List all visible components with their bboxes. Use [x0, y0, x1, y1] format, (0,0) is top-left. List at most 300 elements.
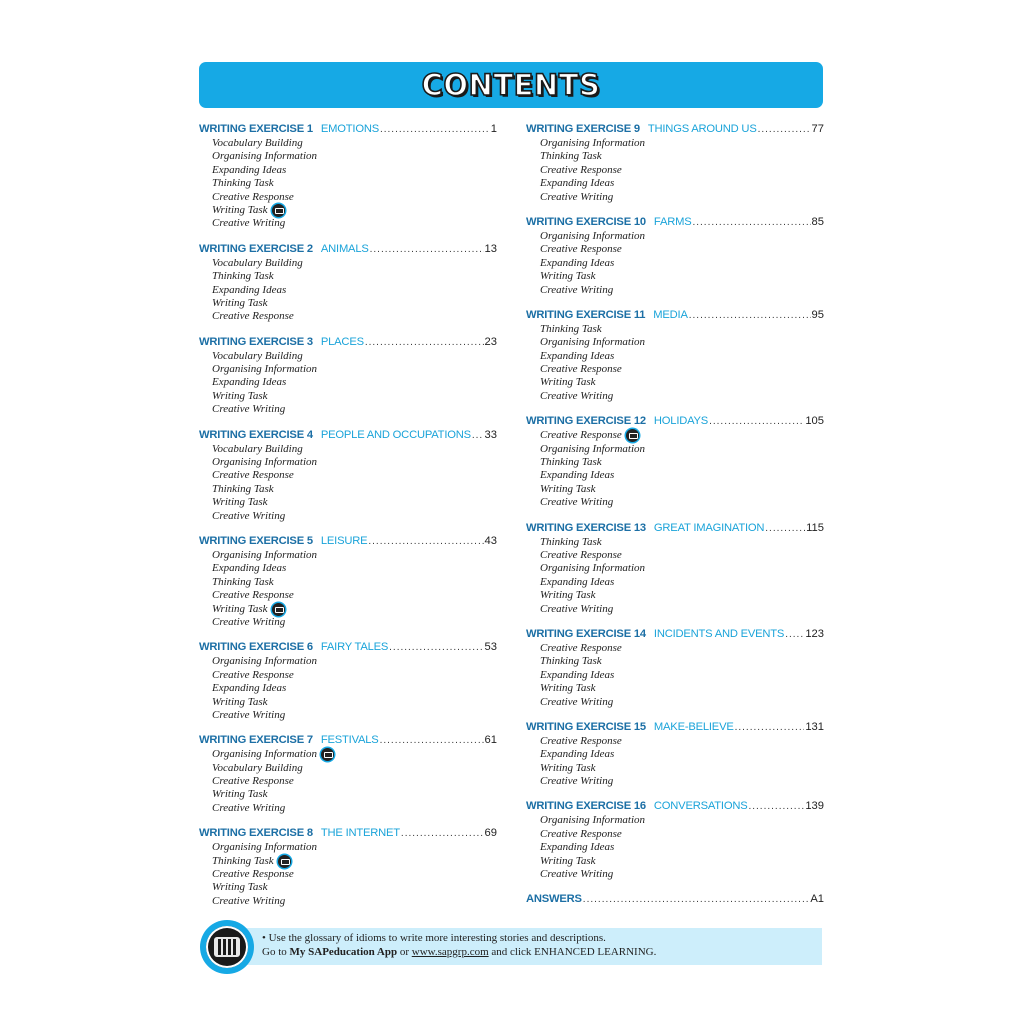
task-label: Organising Information — [540, 229, 646, 242]
task-label: Thinking Task — [540, 535, 602, 548]
exercise-topic[interactable]: PEOPLE AND OCCUPATIONS — [320, 428, 471, 441]
task-label: Organising Information — [212, 363, 318, 376]
exercise-topic[interactable]: LEISURE — [320, 534, 368, 547]
task-item — [540, 164, 824, 177]
exercise-page-number: 77 — [811, 123, 824, 135]
task-item — [540, 483, 824, 496]
task-item — [212, 496, 497, 509]
task-label: Expanding Ideas — [540, 841, 615, 854]
task-item — [212, 802, 497, 815]
task-item — [540, 589, 824, 602]
exercise-label: WRITING EXERCISE 10 — [526, 215, 646, 228]
exercise-page-number: 23 — [484, 335, 497, 348]
exercise-heading[interactable] — [526, 522, 824, 536]
exercise-heading[interactable] — [199, 641, 497, 655]
task-label: Writing Task — [212, 203, 268, 216]
task-item — [540, 642, 824, 655]
task-label: Creative Response — [540, 363, 622, 376]
leader-dots — [380, 124, 490, 135]
footer-go-to: Go to — [262, 945, 290, 958]
task-item — [212, 709, 497, 722]
exercise-label: WRITING EXERCISE 12 — [526, 415, 646, 428]
task-item — [540, 429, 824, 442]
leader-dots — [365, 337, 484, 348]
task-label: Thinking Task — [212, 482, 274, 495]
section-gap — [199, 815, 497, 827]
task-label: Creative Writing — [540, 695, 614, 708]
task-item — [540, 655, 824, 668]
task-label: Expanding Ideas — [212, 562, 287, 575]
exercise-label: WRITING EXERCISE 5 — [199, 534, 313, 547]
task-label: Creative Response — [212, 868, 294, 881]
answers-entry[interactable] — [526, 893, 824, 907]
task-item — [540, 137, 824, 150]
task-item — [540, 868, 824, 881]
exercise-heading[interactable] — [526, 800, 824, 814]
task-label: Creative Response — [540, 641, 622, 654]
task-item — [212, 257, 497, 270]
leader-dots — [472, 430, 484, 441]
exercise-label: WRITING EXERCISE 6 — [199, 641, 313, 654]
exercise-task-list — [199, 350, 497, 417]
exercise-task-list — [199, 137, 497, 231]
section-gap — [526, 616, 824, 628]
task-label: Creative Writing — [212, 403, 286, 416]
leader-dots — [368, 536, 483, 547]
task-item — [212, 895, 497, 908]
task-label: Organising Information — [212, 150, 318, 163]
task-item — [212, 616, 497, 629]
exercise-page-number: 131 — [805, 720, 824, 733]
task-item — [540, 443, 824, 456]
exercise-entry — [199, 243, 497, 324]
task-label: Thinking Task — [540, 655, 602, 668]
section-gap — [199, 231, 497, 243]
task-label: Thinking Task — [540, 150, 602, 163]
task-label: Creative Response — [540, 429, 622, 442]
section-gap — [526, 881, 824, 893]
exercise-heading[interactable] — [526, 721, 824, 735]
exercise-heading[interactable] — [199, 429, 497, 443]
leader-dots — [689, 310, 811, 321]
leader-dots — [380, 735, 484, 746]
task-label: Writing Task — [540, 376, 596, 389]
task-item — [540, 243, 824, 256]
task-label: Creative Response — [212, 589, 294, 602]
exercise-topic[interactable]: ANIMALS — [320, 242, 369, 255]
task-label: Writing Task — [540, 682, 596, 695]
task-label: Creative Response — [540, 163, 622, 176]
task-label: Creative Writing — [212, 217, 286, 230]
task-item — [540, 336, 824, 349]
exercise-entry — [526, 800, 824, 881]
enhanced-learning-icon — [272, 204, 285, 217]
task-label: Creative Writing — [212, 708, 286, 721]
exercise-label: WRITING EXERCISE 7 — [199, 734, 313, 747]
task-item — [212, 868, 497, 881]
task-label: Organising Information — [212, 655, 318, 668]
exercise-topic[interactable]: FARMS — [653, 215, 692, 228]
task-item — [212, 549, 497, 562]
task-label: Writing Task — [212, 695, 268, 708]
exercise-topic[interactable]: CONVERSATIONS — [653, 800, 748, 813]
task-item — [212, 603, 497, 616]
task-item — [540, 390, 824, 403]
exercise-entry — [526, 628, 824, 709]
exercise-label: WRITING EXERCISE 3 — [199, 335, 313, 348]
exercise-heading[interactable] — [526, 309, 824, 323]
task-label: Writing Task — [212, 389, 268, 402]
task-label: Thinking Task — [540, 322, 602, 335]
task-item — [540, 376, 824, 389]
contents-banner — [199, 62, 823, 108]
exercise-page-number: 43 — [484, 534, 497, 547]
task-item — [212, 562, 497, 575]
task-item — [540, 469, 824, 482]
task-item — [212, 403, 497, 416]
footer-line-1: • Use the glossary of idioms to write more interesting stories and descriptions. — [262, 932, 606, 944]
exercise-task-list — [199, 257, 497, 324]
answers-page-number: A1 — [810, 893, 824, 906]
exercise-page-number: 13 — [484, 242, 497, 255]
task-label: Organising Information — [540, 336, 646, 349]
footer-or: or — [397, 945, 412, 958]
exercise-label: WRITING EXERCISE 15 — [526, 720, 646, 733]
task-item — [212, 217, 497, 230]
footer-url-link[interactable]: www.sapgrp.com — [411, 945, 489, 958]
exercise-entry — [199, 827, 497, 908]
task-item — [212, 682, 497, 695]
exercise-heading[interactable] — [199, 535, 497, 549]
task-label: Creative Writing — [540, 190, 614, 203]
exercise-label: WRITING EXERCISE 11 — [526, 308, 646, 321]
task-item — [212, 775, 497, 788]
leader-dots — [785, 629, 804, 640]
task-label: Creative Writing — [540, 602, 614, 615]
task-item — [540, 855, 824, 868]
task-label: Expanding Ideas — [212, 682, 287, 695]
keyboard-icon — [214, 937, 240, 957]
exercise-page-number: 53 — [484, 641, 497, 654]
exercise-topic[interactable]: PLACES — [320, 335, 364, 348]
task-label: Organising Information — [212, 456, 318, 469]
task-item — [540, 177, 824, 190]
task-label: Expanding Ideas — [212, 163, 287, 176]
exercise-page-number: 61 — [484, 734, 497, 747]
task-label: Vocabulary Building — [212, 256, 303, 269]
task-label: Vocabulary Building — [212, 761, 303, 774]
exercise-task-list — [526, 323, 824, 403]
exercise-entry — [199, 123, 497, 231]
task-label: Organising Information — [212, 748, 318, 761]
exercise-task-list — [199, 443, 497, 523]
exercise-topic[interactable]: HOLIDAYS — [653, 415, 709, 428]
task-item — [212, 881, 497, 894]
exercise-page-number: 123 — [805, 627, 824, 640]
exercise-entry — [526, 309, 824, 403]
task-label: Creative Writing — [212, 894, 286, 907]
footer-app-name: My SAPeducation App — [289, 945, 398, 958]
exercise-entry — [199, 429, 497, 523]
task-label: Creative Writing — [540, 496, 614, 509]
app-icon-inner — [206, 926, 248, 968]
section-gap — [526, 709, 824, 721]
section-gap — [199, 324, 497, 336]
task-label: Vocabulary Building — [212, 349, 303, 362]
exercise-page-number: 105 — [805, 415, 824, 428]
task-item — [212, 788, 497, 801]
task-label: Organising Information — [540, 562, 646, 575]
leader-dots — [692, 217, 810, 228]
exercise-heading[interactable] — [526, 123, 824, 137]
exercise-task-list — [526, 814, 824, 881]
leader-dots — [401, 828, 484, 839]
section-gap — [526, 204, 824, 216]
task-item — [540, 762, 824, 775]
task-item — [540, 775, 824, 788]
task-item — [540, 257, 824, 270]
enhanced-learning-icon — [626, 429, 639, 442]
leader-dots — [765, 523, 805, 534]
task-label: Writing Task — [212, 881, 268, 894]
section-gap — [199, 523, 497, 535]
task-label: Organising Information — [540, 442, 646, 455]
exercise-task-list — [526, 137, 824, 204]
task-item — [540, 576, 824, 589]
leader-dots — [370, 244, 484, 255]
task-item — [540, 562, 824, 575]
task-label: Writing Task — [540, 589, 596, 602]
exercise-task-list — [526, 230, 824, 297]
exercise-label: WRITING EXERCISE 4 — [199, 428, 313, 441]
leader-dots — [758, 124, 811, 135]
task-item — [212, 443, 497, 456]
exercise-label: WRITING EXERCISE 8 — [199, 827, 313, 840]
task-item — [540, 456, 824, 469]
task-label: Organising Information — [540, 814, 646, 827]
exercise-heading[interactable] — [526, 216, 824, 230]
task-item — [212, 589, 497, 602]
task-item — [212, 204, 497, 217]
exercise-entry — [199, 535, 497, 629]
task-item — [212, 177, 497, 190]
answers-label: ANSWERS — [526, 893, 582, 906]
task-label: Expanding Ideas — [540, 349, 615, 362]
section-gap — [526, 788, 824, 800]
task-item — [212, 841, 497, 854]
task-item — [212, 576, 497, 589]
exercise-entry — [526, 522, 824, 616]
task-item — [212, 390, 497, 403]
task-item — [540, 828, 824, 841]
task-label: Creative Response — [540, 734, 622, 747]
exercise-heading[interactable] — [526, 628, 824, 642]
task-item — [212, 191, 497, 204]
task-label: Creative Response — [540, 827, 622, 840]
task-label: Creative Writing — [540, 283, 614, 296]
exercise-entry — [199, 641, 497, 722]
task-label: Thinking Task — [212, 575, 274, 588]
task-item — [540, 735, 824, 748]
leader-dots — [735, 722, 805, 733]
exercise-topic[interactable]: MEDIA — [653, 308, 688, 321]
exercise-topic[interactable]: EMOTIONS — [320, 123, 379, 135]
task-label: Thinking Task — [212, 854, 274, 867]
task-label: Writing Task — [540, 270, 596, 283]
task-item — [540, 323, 824, 336]
task-item — [540, 748, 824, 761]
leader-dots — [748, 801, 804, 812]
exercise-task-list — [199, 841, 497, 908]
task-label: Thinking Task — [212, 177, 274, 190]
exercise-task-list — [199, 549, 497, 629]
task-label: Organising Information — [212, 548, 318, 561]
task-item — [540, 363, 824, 376]
exercise-heading[interactable] — [199, 243, 497, 257]
task-item — [540, 549, 824, 562]
exercise-heading[interactable] — [526, 415, 824, 429]
task-item — [540, 814, 824, 827]
task-item — [212, 284, 497, 297]
task-item — [212, 669, 497, 682]
exercise-topic[interactable]: INCIDENTS AND EVENTS — [653, 627, 785, 640]
exercise-topic[interactable]: THE INTERNET — [320, 827, 400, 840]
exercise-page-number: 115 — [806, 521, 824, 534]
exercise-label: WRITING EXERCISE 14 — [526, 627, 646, 640]
leader-dots — [583, 894, 810, 905]
exercise-label: WRITING EXERCISE 9 — [526, 123, 640, 135]
footer-line-2 — [262, 946, 656, 960]
leader-dots — [389, 642, 483, 653]
task-label: Writing Task — [212, 788, 268, 801]
task-label: Expanding Ideas — [540, 668, 615, 681]
section-gap — [526, 510, 824, 522]
task-label: Expanding Ideas — [540, 256, 615, 269]
exercise-page-number: 85 — [811, 215, 824, 228]
task-label: Creative Writing — [212, 615, 286, 628]
exercise-entry — [526, 415, 824, 509]
section-gap — [526, 297, 824, 309]
exercise-entry — [199, 336, 497, 417]
section-gap — [199, 417, 497, 429]
footer-click-text: and click ENHANCED LEARNING. — [488, 945, 657, 958]
enhanced-learning-logo-icon — [200, 920, 254, 974]
page-title: CONTENTS — [421, 68, 601, 102]
task-item — [212, 363, 497, 376]
task-item — [212, 137, 497, 150]
task-item — [212, 762, 497, 775]
exercise-entry — [526, 123, 824, 204]
task-label: Creative Writing — [212, 801, 286, 814]
exercise-heading[interactable] — [199, 123, 497, 137]
task-item — [212, 855, 497, 868]
enhanced-learning-icon — [272, 603, 285, 616]
task-label: Creative Response — [212, 310, 294, 323]
exercise-topic[interactable]: FESTIVALS — [320, 734, 379, 747]
section-gap — [199, 629, 497, 641]
task-item — [212, 297, 497, 310]
task-item — [212, 456, 497, 469]
task-item — [212, 469, 497, 482]
task-label: Writing Task — [212, 296, 268, 309]
task-item — [540, 841, 824, 854]
task-label: Vocabulary Building — [212, 442, 303, 455]
exercise-page-number: 1 — [490, 123, 497, 135]
task-item — [540, 191, 824, 204]
task-item — [540, 696, 824, 709]
task-item — [212, 350, 497, 363]
task-label: Creative Writing — [540, 389, 614, 402]
exercise-task-list — [199, 655, 497, 722]
exercise-task-list — [526, 642, 824, 709]
task-item — [212, 510, 497, 523]
task-label: Expanding Ideas — [540, 177, 615, 190]
task-item — [540, 603, 824, 616]
task-item — [212, 164, 497, 177]
task-label: Expanding Ideas — [212, 283, 287, 296]
exercise-topic[interactable]: THINGS AROUND US — [647, 123, 757, 135]
task-item — [540, 682, 824, 695]
exercise-page-number: 33 — [484, 428, 497, 441]
task-item — [540, 669, 824, 682]
exercise-page-number: 139 — [805, 800, 824, 813]
task-item — [540, 350, 824, 363]
task-label: Expanding Ideas — [540, 469, 615, 482]
task-item — [212, 310, 497, 323]
exercise-heading[interactable] — [199, 734, 497, 748]
exercise-topic[interactable]: FAIRY TALES — [320, 641, 389, 654]
task-label: Creative Response — [212, 190, 294, 203]
exercise-topic[interactable]: GREAT IMAGINATION — [653, 521, 765, 534]
exercise-heading[interactable] — [199, 336, 497, 350]
task-label: Creative Response — [212, 469, 294, 482]
contents-column-right — [526, 123, 824, 907]
exercise-topic[interactable]: MAKE-BELIEVE — [653, 720, 734, 733]
enhanced-learning-icon — [321, 748, 334, 761]
leader-dots — [709, 416, 804, 427]
exercise-entry — [526, 721, 824, 789]
task-label: Writing Task — [540, 854, 596, 867]
task-item — [540, 230, 824, 243]
task-item — [212, 270, 497, 283]
task-item — [212, 748, 497, 761]
exercise-task-list — [526, 429, 824, 509]
task-item — [212, 376, 497, 389]
contents-column-left — [199, 123, 497, 908]
task-item — [212, 483, 497, 496]
task-item — [540, 270, 824, 283]
section-gap — [526, 403, 824, 415]
exercise-heading[interactable] — [199, 827, 497, 841]
exercise-label: WRITING EXERCISE 16 — [526, 800, 646, 813]
task-item — [540, 496, 824, 509]
enhanced-learning-icon — [278, 855, 291, 868]
task-label: Writing Task — [540, 482, 596, 495]
exercise-task-list — [526, 536, 824, 616]
task-label: Creative Response — [212, 668, 294, 681]
task-item — [540, 536, 824, 549]
exercise-page-number: 95 — [811, 308, 824, 321]
exercise-label: WRITING EXERCISE 13 — [526, 521, 646, 534]
task-label: Writing Task — [540, 761, 596, 774]
exercise-entry — [526, 216, 824, 297]
task-item — [212, 696, 497, 709]
task-item — [540, 284, 824, 297]
exercise-label: WRITING EXERCISE 2 — [199, 242, 313, 255]
exercise-task-list — [526, 735, 824, 789]
task-label: Writing Task — [212, 496, 268, 509]
task-label: Creative Writing — [540, 868, 614, 881]
